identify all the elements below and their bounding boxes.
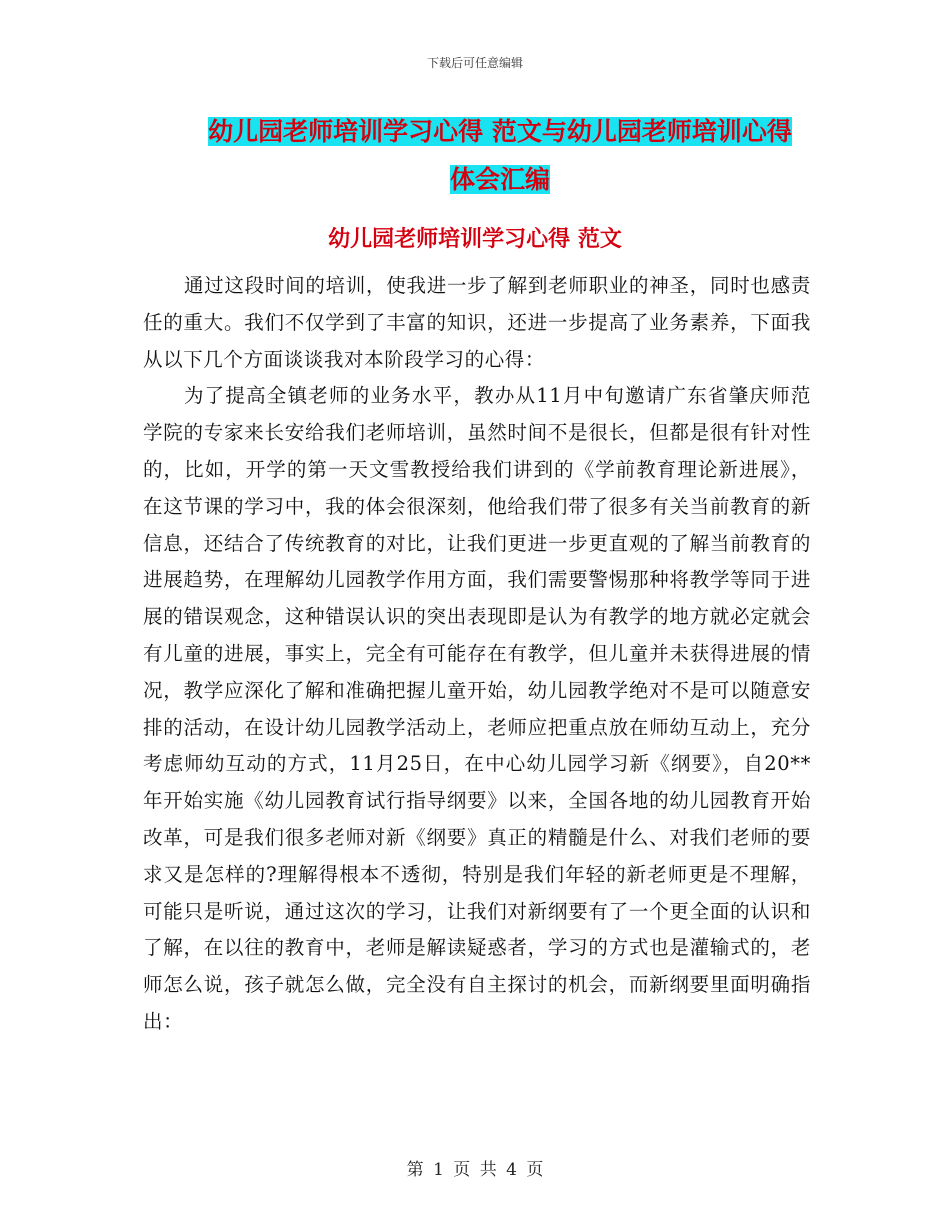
paragraph-2: 为了提高全镇老师的业务水平，教办从11月中旬邀请广东省肇庆师范学院的专家来长安给我们老师培训，虽然时间不是很长，但都是很有针对性的，比如，开学的第一天文雪教授给我们讲到的《学前教育理论新进展》，在这节课的学习中，我的体会很深刻，他给我们带了很多有关当前教育的新信息，还结合了传统教育的对比，让我们更进一步更直观的了解当前教育的进展趋势，在理解幼儿园教学作用方面，我们需要警惕那种将教学等同于进展的错误观念，这种错误认识的突出表现即是认为有教学的地方就必定就会有儿童的进展，事实上，完全有可能存在有教学，但儿童并未获得进展的情况，教学应深化了解和准确把握儿童开始，幼儿园教学绝对不是可以随意安排的活动，在设计幼儿园教学活动上，老师应把重点放在师幼互动上，充分考虑师幼互动的方式，11月25日，在中心幼儿园学习新《纲要》，自20**年开始实施《幼儿园教育试行指导纲要》以来，全国各地的幼儿园教育开始改革，可是我们很多老师对新《纲要》真正的精髓是什么、对我们老师的要求又是怎样的?理解得根本不透彻，特别是我们年轻的新老师更是不理解，可能只是听说，通过这次的学习，让我们对新纲要有了一个更全面的认识和了解，在以往的教育中，老师是解读疑惑者，学习的方式也是灌输式的，老师怎么说，孩子就怎么做，完全没有自主探讨的机会，而新纲要里面明确指出： [143,384,811,1033]
page-footer: 第 1 页 共 4 页 [406,1160,544,1180]
paragraph-1: 通过这段时间的培训，使我进一步了解到老师职业的神圣，同时也感责任的重大。我们不仅学到了丰富的知识，还进一步提高了业务素养，下面我从以下几个方面谈谈我对本阶段学习的心得： [143,274,811,371]
document-title-line1: 幼儿园老师培训学习心得 范文与幼儿园老师培训心得 [208,117,792,146]
document-title-line2: 体会汇编 [449,165,550,194]
document-title [150,108,850,204]
section-title: 幼儿园老师培训学习心得 范文 [328,227,622,252]
page-header-note: 下载后可任意编辑 [426,56,523,70]
body-text [143,268,811,1041]
